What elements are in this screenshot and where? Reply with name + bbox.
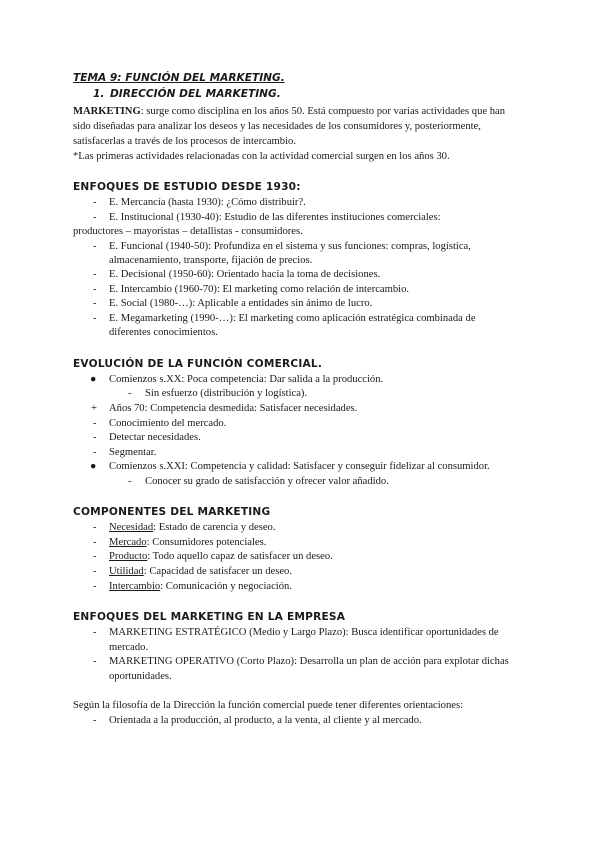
list-item-continuation: almacenamiento, transporte, fijación de precios. <box>109 255 313 266</box>
list-item: E. Funcional (1940-50): Profundiza en el sistema y sus funciones: compras, logística, <box>109 241 471 252</box>
list-subitem: Conocer su grado de satisfacción y ofrecer valor añadido. <box>145 476 389 487</box>
dash-marker: - <box>93 432 97 443</box>
dash-marker: - <box>93 581 97 592</box>
term-necesidad: Necesidad <box>109 522 154 533</box>
list-item: MARKETING ESTRATÉGICO (Medio y Largo Plazo): Busca identificar oportunidades de <box>109 627 499 638</box>
list-item: E. Decisional (1950-60): Orientado hacia la toma de decisiones. <box>109 269 381 280</box>
list-item: E. Institucional (1930-40): Estudio de las diferentes instituciones comerciales: <box>109 212 441 223</box>
dash-marker: - <box>93 566 97 577</box>
intro-term: MARKETING <box>73 106 141 117</box>
list-item-continuation: mercado. <box>109 642 149 653</box>
list-subitem: Sin esfuerzo (distribución y logística). <box>145 388 308 399</box>
list-item: Detectar necesidades. <box>109 432 201 443</box>
list-item-continuation: diferentes conocimientos. <box>109 327 218 338</box>
list-item-continuation: oportunidades. <box>109 671 172 682</box>
dash-marker: - <box>128 476 132 487</box>
dash-marker: - <box>93 197 97 208</box>
list-item: MARKETING OPERATIVO (Corto Plazo): Desarrolla un plan de acción para explotar dichas <box>109 656 509 667</box>
heading-evolucion: EVOLUCIÓN DE LA FUNCIÓN COMERCIAL. <box>73 358 323 370</box>
dash-marker: - <box>93 537 97 548</box>
dash-marker: - <box>93 298 97 309</box>
term-description: : Consumidores potenciales. <box>146 537 267 548</box>
dash-marker: - <box>93 715 97 726</box>
term-description: : Capacidad de satisfacer un deseo. <box>143 566 292 577</box>
list-item: Comienzos s.XX: Poca competencia: Dar salida a la producción. <box>109 374 384 385</box>
heading-componentes: COMPONENTES DEL MARKETING <box>73 506 271 518</box>
term-utilidad: Utilidad <box>109 566 144 577</box>
list-item <box>109 521 276 536</box>
dash-marker: - <box>93 627 97 638</box>
list-item <box>109 580 292 595</box>
dash-marker: - <box>93 269 97 280</box>
dash-marker: - <box>93 284 97 295</box>
plus-marker: + <box>91 403 97 414</box>
list-item: Años 70: Competencia desmedida: Satisfacer necesidades. <box>109 403 358 414</box>
intro-line-3: satisfacerlas a través de los procesos de intercambio. <box>73 136 296 147</box>
term-producto: Producto <box>109 551 148 562</box>
intro-line-2: sido diseñadas para analizar los deseos y las necesidades de los consumidores y, posteriormente, <box>73 121 481 132</box>
section-number: 1. <box>93 88 105 100</box>
dash-marker: - <box>93 212 97 223</box>
list-item: E. Mercancía (hasta 1930): ¿Cómo distribuir?. <box>109 197 306 208</box>
list-item-continuation: productores – mayoristas – detallistas - consumidores. <box>73 226 303 237</box>
dash-marker: - <box>93 313 97 324</box>
list-item <box>109 565 292 580</box>
term-description: : Todo aquello capaz de satisfacer un deseo. <box>147 551 333 562</box>
bullet-marker: ● <box>90 461 97 472</box>
heading-enfoques-empresa: ENFOQUES DEL MARKETING EN LA EMPRESA <box>73 611 346 623</box>
dash-marker: - <box>93 551 97 562</box>
dash-marker: - <box>128 388 132 399</box>
list-item <box>109 550 333 565</box>
dash-marker: - <box>93 241 97 252</box>
dash-marker: - <box>93 656 97 667</box>
list-item: E. Intercambio (1960-70): El marketing como relación de intercambio. <box>109 284 410 295</box>
term-description: : Estado de carencia y deseo. <box>153 522 276 533</box>
list-item: E. Social (1980-…): Aplicable a entidades sin ánimo de lucro. <box>109 298 373 309</box>
term-mercado: Mercado <box>109 537 147 548</box>
document-title: TEMA 9: FUNCIÓN DEL MARKETING. <box>73 72 285 84</box>
section-heading-direccion <box>93 88 281 100</box>
intro-note: *Las primeras actividades relacionadas con la actividad comercial surgen en los años 30. <box>73 151 450 162</box>
list-item: Segmentar. <box>109 447 157 458</box>
dash-marker: - <box>93 418 97 429</box>
list-item <box>109 536 266 551</box>
filosofia-text: Según la filosofía de la Dirección la función comercial puede tener diferentes orientaciones: <box>73 700 464 711</box>
list-item: Orientada a la producción, al producto, a la venta, al cliente y al mercado. <box>109 715 422 726</box>
list-item: Comienzos s.XXI: Competencia y calidad: Satisfacer y conseguir fidelizar al consumidor. <box>109 461 490 472</box>
term-intercambio: Intercambio <box>109 581 161 592</box>
heading-enfoques-estudio: ENFOQUES DE ESTUDIO DESDE 1930: <box>73 181 301 193</box>
term-description: : Comunicación y negociación. <box>160 581 292 592</box>
intro-line-1: : surge como disciplina en los años 50. Está compuesto por varias actividades que han <box>140 106 506 117</box>
section-label: DIRECCIÓN DEL MARKETING. <box>110 88 281 100</box>
dash-marker: - <box>93 522 97 533</box>
bullet-marker: ● <box>90 374 97 385</box>
list-item: Conocimiento del mercado. <box>109 418 227 429</box>
list-item: E. Megamarketing (1990-…): El marketing como aplicación estratégica combinada de <box>109 313 476 324</box>
dash-marker: - <box>93 447 97 458</box>
